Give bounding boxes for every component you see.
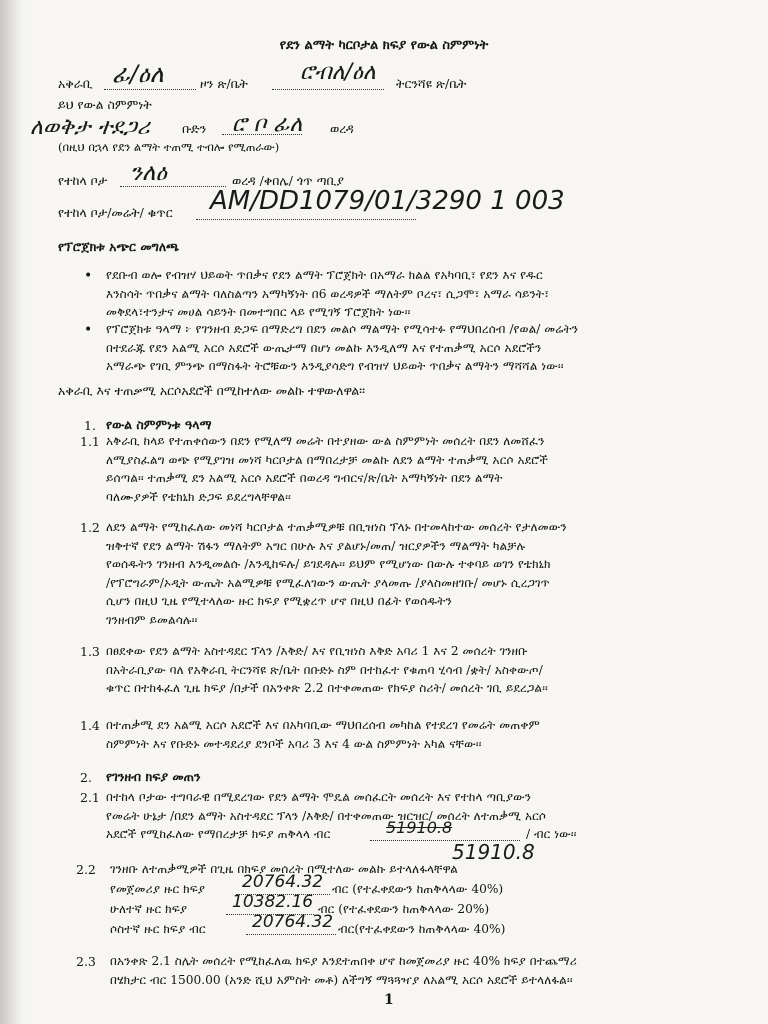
fill-dots [246, 934, 336, 935]
paragraph-line: ቁጥር በተከፋፈለ ጊዜ ክፍያ /በታች በአንቀጽ 2.2 በተቀመጠው የክፍያ ስሪት/ መሰረት ገቢ ይደረጋል፡፡ [106, 681, 548, 695]
paragraph-line: ገንዘብም ይመልሳሉ፡፡ [106, 612, 198, 627]
clause-number: 1.4 [80, 718, 100, 733]
handwritten-land-number: AM/DD1079/01/3290 1 003 [210, 186, 565, 216]
paragraph-line: በተደራጁ የደን አልሚ አርሶ አደሮች ውጤታማ በሆነ መልኩ እንዲለማ እና የተጠቃሚ አርሶ አደሮችን [106, 340, 542, 355]
handwritten-site-name: ንለዕ [130, 160, 167, 186]
section-2-heading: የገንዘብ ክፍያ መጠን [106, 769, 201, 784]
installment-2-label: ሁለተኛ ዙር ክፍያ [110, 902, 188, 916]
clause-2-2-heading: ገንዘቡ ለተጠቃሚዎች በጊዜ በክፍያ መሰረት በሚተለው መልኩ ይተላለፋላቸዋል [110, 862, 458, 876]
bullet-marker: • [84, 268, 93, 284]
paragraph-line: በተጠቃሚ ደን አልሚ አርሶ አደሮች እና በአካባቢው ማህበረሰብ መካከል የተደረገ የመሬት መጠቀም [106, 718, 540, 732]
installment-1-note: ብር (የተፈቀደውን ከጠቅላላው 40%) [332, 882, 504, 896]
clause-number: 2.3 [76, 954, 96, 969]
party-label-supplier: አቅራቢ [58, 76, 93, 91]
clause-number: 1.3 [80, 644, 100, 659]
clause-2-1 [106, 788, 546, 825]
paragraph-line: የፕሮጀክቱ ዓላማ ፦ የገንዘብ ድጋፍ በማድረግ በደን መልሶ ማልማት የሚሳተፉ የማህበረሰብ /የወል/ መሬትን [106, 322, 579, 336]
section-number: 1. [84, 418, 96, 433]
clause-2-3 [110, 952, 577, 989]
paragraph-line: በፀደቀው የደን ልማት አስተዳደር ፕላን /እቅድ/ እና የቢዝነስ እቅድ አባሪ 1 እና 2 መሰረት ገንዘቡ [106, 644, 528, 658]
paragraph-line: አቅራቢ ከላይ የተጠቀሰውን በደን የሚለማ መሬት በተያዘው ውል ስምምነት መሰረት በደን ለመሸፈን [106, 434, 545, 448]
installment-3-note: ብር(የተፈቀደውን ከጠቅላላው 40%) [338, 922, 506, 936]
scan-edge-shadow [0, 0, 26, 1024]
planting-site-label: የተከላ ቦታ [58, 173, 108, 188]
clause-2-1-total-label: አደሮች የሚከፈለው የማበረታቻ ክፍያ ጠቅላላ ብር [106, 827, 331, 841]
clause-1-3 [106, 642, 548, 698]
bullet-paragraph-project [106, 266, 549, 322]
paragraph-line: የወሰዱትን ገንዘብ እንዲመልሱ /እንዲከፍሉ/ ይገደዳሉ፡፡ ይህም የሚሆነው በውሉ ተቀባይ ወገን የቴክኒክ [106, 557, 551, 571]
paragraph-line: /የፕሮግራም/ኦዲት ውጤት አልሚዎቹ የሚፈለገውን ውጤት ያላመጡ /ያላስመዘገቡ/ መሆኑ ሲረጋገጥ [106, 575, 550, 590]
parties-agreement-line: አቅራቢ እና ተጠቃሚ አርሶአደሮች በሚከተለው መልኩ ተዋውለዋል፡፡ [58, 383, 366, 398]
site-location-label: ወረዳ /ቀበሌ/ ጎጥ ጣቢያ [232, 173, 344, 188]
page-number: 1 [384, 992, 394, 1008]
paragraph-line: የደቡብ ወሎ የብዝሃ ህይወት ጥበቃና የደን ልማት ፕሮጀክት በአማራ ክልል የአካባቢ፣ የደን እና የዱር [106, 268, 543, 282]
party-label-transaction-office: ትርንሻዩ ጽ/ቤት [396, 76, 467, 91]
bullet-marker: • [84, 322, 93, 338]
party-label-zone-office: ዞን ጽ/ቤት [200, 76, 248, 91]
paragraph-line: ዝቅተኛ የደን ልማት ሽፋን ማለትም አግር በሁሉ እና ያልሆኑ/መጠ/ ዝርያዎችን ማልማት ካልቻሉ [106, 538, 526, 553]
handwritten-woreda-name: ሮ ቦ ፊለ [232, 112, 303, 137]
land-number-label: የተከላ ቦታ/መሬት/ ቁጥር [58, 205, 173, 220]
clause-2-1-total-suffix: / ብር ነው፡፡ [526, 827, 577, 841]
agreement-intro: ይህ የውል ስምምነት [58, 97, 152, 112]
handwritten-zone-name: ፊ/ዕለ [112, 60, 164, 88]
paragraph-line: በተከላ ቦታው ተግባራዊ በሚደረገው የደን ልማት ሞዴል መሰፈርት መሰረት እና የተከላ ጣቢያውን [106, 790, 532, 804]
paragraph-line: እንስሳት ጥበቃና ልማት ባለስልጣን አማካኝነት በ6 ወረዳዎች ማለትም ቦረና፣ ሲጋሞ፣ አማራ ሳይንት፣ [106, 286, 550, 301]
handwritten-total-amount: 51910.8 [452, 840, 535, 864]
paragraph-line: መቅደላ፣ተንታና መሀል ሳይንት በመተግበር ላይ የሚገኝ ፕሮጀክት ነው፡፡ [106, 305, 411, 319]
paragraph-line: በአንቀጽ 2.1 ስሌት መሰረት የሚከፈለዉ ክፍያ እንደተጠበቀ ሆኖ ከመጀመሪያ ዙር 40% ክፍያ በተጨማሪ [110, 954, 577, 968]
paragraph-line: ለሚያስፈልግ ወጭ የሚያገዝ መነሻ ካርቦታል በማበረታቻ መልኩ ለደን ልማት ተጠቃሚ አርሶ አደሮች [106, 452, 548, 467]
bullet-paragraph-objective [106, 320, 578, 376]
clause-number: 1.1 [80, 434, 100, 449]
handwritten-total-struck: 51910.8 [386, 818, 453, 837]
beneficiary-note: (በዚህ በኋላ የደን ልማት ተጠሚ ተብሎ የሚጠራው) [58, 140, 280, 154]
clause-1-4 [106, 716, 540, 753]
clause-1-2 [106, 518, 567, 629]
paragraph-line: ሲሆን በዚህ ጊዜ የሚተላለው ዙር ክፍያ የሚቋረጥ ሆኖ በዚህ በፊት የወሰዱትን [106, 594, 452, 608]
section-number: 2. [80, 770, 92, 785]
paragraph-line: ባለሙያዎች የቴክኒክ ድጋፍ ይደረግላቸዋል፡፡ [106, 489, 291, 504]
paragraph-line: ይሰጣል፡፡ ተጠቃሚ ደን አልሚ አርሶ አደሮች በወረዳ ግብርና/ጽ/ቤት አማካኝነት በደን ልማት [106, 471, 503, 485]
handwritten-office-name: ሮብለ/ዕለ [300, 60, 376, 85]
handwritten-installment-1: 20764.32 [242, 872, 324, 892]
woreda-label: ወረዳ [330, 121, 354, 136]
fill-dots [104, 89, 196, 90]
document-title: የደን ልማት ካርቦታል ክፍያ የውል ስምምነት [279, 38, 489, 53]
clause-number: 2.2 [76, 862, 96, 877]
fill-dots [272, 89, 384, 90]
paragraph-line: የመሬት ሁኔታ /በደን ልማት አስተዳደር ፕላን /እቅድ/ በተቀመጠው ዝርዝር/ መሰረት ለተጠቃሚ አርሶ [106, 808, 547, 823]
handwritten-installment-2: 10382.16 [232, 892, 314, 912]
clause-number: 2.1 [80, 790, 100, 805]
section-1-heading: የውል ስምምነቱ ዓላማ [106, 417, 212, 432]
project-summary-heading: የፕሮጀክቱ አጭር መግለጫ [58, 239, 180, 254]
fill-dots [196, 219, 416, 220]
installment-3-label: ሶስተኛ ዙር ክፍያ ብር [110, 922, 206, 936]
paragraph-line: ስምምነት እና የቡድኑ መተዳደሪያ ደንቦች አባሪ 3 እና 4 ውል ስምምነት አካል ናቸው፡፡ [106, 736, 482, 751]
paragraph-line: ለደን ልማት የሚከፈለው መነሻ ካርቦታል ተጠቃሚዎቹ በቢዝነስ ፕላኑ በተመላከተው መሰረት የታለመውን [106, 520, 567, 534]
installment-2-note: ብር (የተፈቀደውን ከጠቅላላው 20%) [318, 902, 490, 916]
handwritten-installment-3: 20764.32 [252, 912, 334, 932]
clause-1-1 [106, 432, 548, 506]
clause-number: 1.2 [80, 520, 100, 535]
group-label: ቡድን [182, 121, 207, 136]
paragraph-line: አማራጭ የገቢ ምንጭ በማስፋት ትሮቹውን እንዲያሳድግ የብዝሃ ህይወት ጥበቃና ልማትን ማሻሻል ነው፡፡ [106, 359, 564, 373]
handwritten-group-name: ለወቅታ ተደጋሪ [30, 115, 150, 140]
paragraph-line: በሄክታር ብር 1500.00 (አንድ ሺህ አምስት መቶ) ለችግኝ ማጓጓዣያ ለአልሚ አርሶ አደሮች ይተላለፋል፡፡ [110, 972, 573, 987]
installment-1-label: የመጀመሪያ ዙር ክፍያ [110, 882, 206, 896]
paragraph-line: በአትራቢያው ባለ የአቅራቢ ትርንሻዩ ጽ/ቤት በቡድኑ ስም በተከፈተ የቁጠባ ሂሳብ /ቋት/ አስቀውጦ/ [106, 662, 543, 677]
